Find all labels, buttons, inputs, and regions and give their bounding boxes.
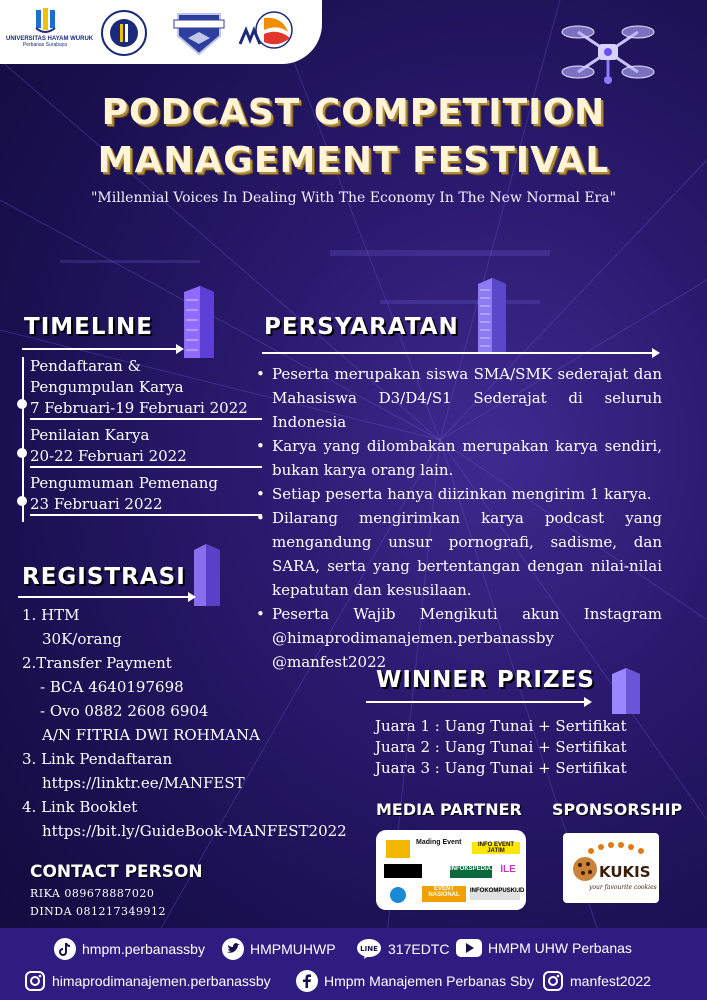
- media-partner-logo: [384, 864, 422, 878]
- title-line-1: PODCAST COMPETITION: [101, 92, 606, 133]
- logo-bar: [0, 0, 322, 64]
- registrasi-link[interactable]: https://bit.ly/GuideBook-MANFEST2022: [42, 822, 347, 840]
- persyaratan-item: • Karya yang dilombakan merupakan karya sendiri, bukan karya orang lain.: [256, 434, 662, 482]
- building-icon: [474, 276, 510, 354]
- social-handle: hmpm.perbanassby: [82, 941, 205, 957]
- contact-line: DINDA 081217349912: [30, 905, 167, 918]
- registrasi-heading-underline: [18, 596, 194, 598]
- tagline: "Millennial Voices In Dealing With The Economy In The New Normal Era": [90, 190, 617, 206]
- media-partner-heading: MEDIA PARTNER: [376, 800, 522, 819]
- building-icon: [192, 542, 222, 608]
- prize-item: Juara 3 : Uang Tunai + Sertifikat: [375, 759, 627, 777]
- timeline-label: Pendaftaran &: [30, 357, 141, 375]
- timeline-heading-underline: [22, 348, 182, 350]
- media-partner-logo: [388, 886, 408, 904]
- timeline-entry: [24, 474, 262, 516]
- sponsor-name: KUKIS: [599, 863, 651, 881]
- media-partner-logo: ILE: [500, 864, 516, 875]
- persyaratan-list: [256, 362, 662, 674]
- social-handle: 317EDTC: [388, 941, 450, 957]
- uhw-name: UNIVERSITAS HAYAM WURUK: [6, 36, 94, 42]
- drone-icon: [548, 14, 668, 94]
- registrasi-line: 1. HTM: [22, 606, 80, 624]
- registrasi-line: - BCA 4640197698: [40, 678, 184, 696]
- timeline-date: 23 Februari 2022: [30, 495, 262, 516]
- bem-logo: [96, 8, 152, 58]
- prize-item: Juara 2 : Uang Tunai + Sertifikat: [375, 738, 627, 756]
- persyaratan-item: • Setiap peserta hanya diizinkan mengirim 1 karya.: [256, 482, 662, 506]
- social-handle: Hmpm Manajemen Perbanas Sby: [324, 973, 535, 989]
- social-tiktok[interactable]: [54, 938, 205, 960]
- registrasi-line: 3. Link Pendaftaran: [22, 750, 173, 768]
- social-handle: HMPMUHWP: [250, 941, 336, 957]
- title-line-2: MANAGEMENT FESTIVAL: [97, 140, 610, 181]
- cookie-icon: [571, 855, 599, 883]
- social-facebook[interactable]: [296, 970, 534, 992]
- uhw-subtitle: Perbanas Surabaya: [22, 42, 68, 48]
- timeline-label: Penilaian Karya: [30, 426, 150, 444]
- registrasi-line: 2.Transfer Payment: [22, 654, 172, 672]
- facebook-icon: [296, 970, 318, 992]
- media-partner-logo: INFOKSPEDIA.ID: [450, 866, 492, 878]
- timeline-heading: TIMELINE: [24, 314, 154, 340]
- media-partner-logo: [386, 840, 410, 858]
- registrasi-line: 4. Link Booklet: [22, 798, 138, 816]
- social-handle: manfest2022: [570, 973, 651, 989]
- registrasi-link[interactable]: https://linktr.ee/MANFEST: [42, 774, 245, 792]
- registrasi-line: A/N FITRIA DWI ROHMANA: [42, 726, 260, 744]
- building-icon: [180, 284, 216, 360]
- persyaratan-heading: PERSYARATAN: [264, 314, 459, 340]
- sponsor-box: [563, 833, 659, 903]
- social-youtube[interactable]: [456, 938, 632, 958]
- sponsor-tagline: your favourite cookies: [589, 884, 657, 891]
- uhw-logo: [6, 8, 94, 48]
- instagram-icon: [542, 970, 564, 992]
- social-instagram[interactable]: [542, 970, 651, 992]
- sponsorship-heading: SPONSORSHIP: [552, 800, 683, 819]
- timeline-date: 7 Februari-19 Februari 2022: [30, 399, 262, 420]
- twitter-icon: [222, 938, 244, 960]
- persyaratan-heading-underline: [262, 352, 658, 354]
- social-twitter[interactable]: [222, 938, 336, 960]
- contact-heading: CONTACT PERSON: [30, 862, 203, 882]
- registrasi-line: - Ovo 0882 2608 6904: [40, 702, 209, 720]
- instagram-icon: [24, 970, 46, 992]
- prize-item: Juara 1 : Uang Tunai + Sertifikat: [375, 717, 627, 735]
- manfest-logo: [238, 8, 298, 58]
- registrasi-line: 30K/orang: [42, 630, 122, 648]
- hima-logo: [170, 8, 228, 58]
- media-partner-logo: EVENT NASIONAL: [422, 886, 466, 902]
- timeline-date: 20-22 Februari 2022: [30, 447, 262, 468]
- media-partner-logo: INFO EVENT JATIM: [472, 842, 520, 854]
- social-handle: himaprodimanajemen.perbanassby: [52, 973, 271, 989]
- footer: [0, 928, 707, 1000]
- timeline-label: Pengumuman Pemenang: [30, 474, 218, 492]
- tiktok-icon: [54, 938, 76, 960]
- prizes-heading-underline: [366, 701, 590, 703]
- youtube-icon: [456, 938, 482, 958]
- timeline-list: [22, 357, 262, 522]
- svg-text:LINE: LINE: [360, 945, 378, 953]
- persyaratan-item: • Dilarang mengirimkan karya podcast yang mengandung unsur pornografi, sadisme, dan SARA, serta yang bertentangan dengan nilai-nilai kepatutan dan kesusilaan.: [256, 506, 662, 602]
- crown-icon: [585, 839, 645, 857]
- media-partner-logo: Mading Event: [416, 839, 462, 846]
- social-line[interactable]: [356, 938, 449, 960]
- registrasi-heading: REGISTRASI: [22, 564, 186, 590]
- timeline-entry: [24, 426, 262, 468]
- line-icon: [356, 938, 382, 960]
- social-instagram[interactable]: [24, 970, 271, 992]
- contact-line: RIKA 089678887020: [30, 887, 155, 900]
- prizes-heading: WINNER PRIZES: [376, 667, 595, 693]
- persyaratan-item: • Peserta Wajib Mengikuti akun Instagram @himaprodimanajemen.perbanassby @manfest2022: [256, 602, 662, 674]
- social-handle: HMPM UHW Perbanas: [488, 940, 632, 956]
- media-partner-box: [376, 830, 526, 910]
- prizes-list: [375, 716, 627, 779]
- persyaratan-item: • Peserta merupakan siswa SMA/SMK sederajat dan Mahasiswa D3/D4/S1 Sederajat di seluruh Indonesia: [256, 362, 662, 434]
- timeline-label: Pengumpulan Karya: [30, 378, 184, 396]
- timeline-entry: [24, 357, 262, 420]
- media-partner-logo: INFOKOMPUSKI.ID: [470, 888, 520, 900]
